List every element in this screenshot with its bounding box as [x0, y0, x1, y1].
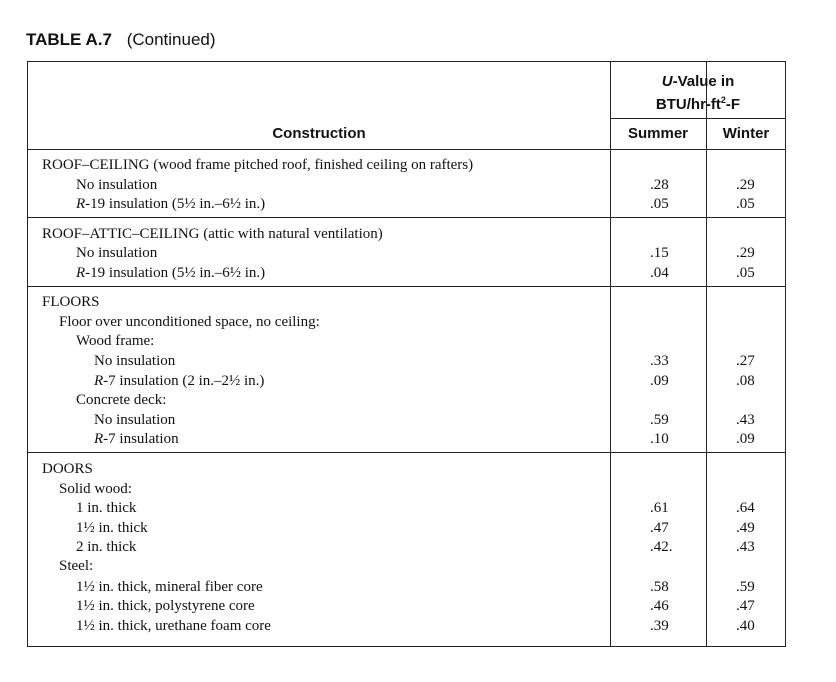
summer-value: .47: [650, 520, 669, 536]
section-rule-3: [28, 452, 785, 453]
winter-value: .47: [736, 598, 755, 614]
winter-value: .59: [736, 579, 755, 595]
section-title-doors: DOORS: [42, 461, 93, 477]
subsection-label: Steel:: [59, 558, 94, 574]
winter-value: .64: [736, 500, 755, 516]
subsection-label: Concrete deck:: [76, 392, 167, 408]
table-number: TABLE A.7: [26, 30, 112, 49]
row-label: 1½ in. thick, urethane foam core: [76, 618, 271, 634]
winter-value: .29: [736, 177, 755, 193]
summer-value: .58: [650, 579, 669, 595]
winter-header: Winter: [722, 125, 770, 142]
summer-value: .28: [650, 177, 669, 193]
row-label: R-19 insulation (5½ in.–6½ in.): [76, 196, 266, 212]
winter-value: .40: [736, 618, 755, 634]
winter-value: .09: [736, 431, 755, 447]
winter-value: .27: [736, 353, 755, 369]
winter-value: .29: [736, 245, 755, 261]
summer-value: .39: [650, 618, 669, 634]
winter-value: .08: [736, 373, 755, 389]
header-bottom-rule: [28, 149, 785, 150]
u-value-table: [27, 61, 786, 647]
summer-header: Summer: [627, 125, 689, 142]
summer-value: .05: [650, 196, 669, 212]
row-label: No insulation: [76, 177, 158, 193]
row-label: 1½ in. thick, polystyrene core: [76, 598, 255, 614]
summer-value: .61: [650, 500, 669, 516]
summer-value: .15: [650, 245, 669, 261]
summer-value: .46: [650, 598, 669, 614]
winter-value: .05: [736, 265, 755, 281]
section-rule-2: [28, 286, 785, 287]
table-caption: [26, 30, 216, 50]
construction-header: Construction: [272, 125, 366, 142]
summer-value: .04: [650, 265, 669, 281]
row-label: 2 in. thick: [76, 539, 137, 555]
section-title-roof-ceiling: ROOF–CEILING (wood frame pitched roof, finished ceiling on rafters): [42, 157, 474, 173]
row-label: No insulation: [94, 353, 176, 369]
row-label: No insulation: [76, 245, 158, 261]
summer-value: .09: [650, 373, 669, 389]
row-label: 1 in. thick: [76, 500, 137, 516]
winter-value: .43: [736, 539, 755, 555]
row-label: No insulation: [94, 412, 176, 428]
subsection-label: Floor over unconditioned space, no ceiling:: [59, 314, 320, 330]
winter-value: .43: [736, 412, 755, 428]
summer-value: .10: [650, 431, 669, 447]
table-continued: (Continued): [126, 30, 216, 49]
uvalue-header: U-Value in BTU/$hr-ft^2-F$: [655, 73, 741, 113]
row-label: 1½ in. thick, mineral fiber core: [76, 579, 263, 595]
row-label: R-19 insulation (5½ in.–6½ in.): [76, 265, 266, 281]
subsection-label: Wood frame:: [76, 333, 155, 349]
section-title-floors: FLOORS: [42, 294, 100, 310]
row-label: R-7 insulation: [94, 431, 179, 447]
winter-value: .05: [736, 196, 755, 212]
row-label: R-7 insulation (2 in.–2½ in.): [94, 373, 265, 389]
summer-value: .42.: [650, 539, 673, 555]
winter-value: .49: [736, 520, 755, 536]
row-label: 1½ in. thick: [76, 520, 148, 536]
header-subdivider: [610, 118, 785, 119]
summer-value: .33: [650, 353, 669, 369]
section-title-roof-attic-ceiling: ROOF–ATTIC–CEILING (attic with natural ventilation): [42, 226, 383, 242]
subsection-label: Solid wood:: [59, 481, 132, 497]
summer-value: .59: [650, 412, 669, 428]
section-rule-1: [28, 217, 785, 218]
